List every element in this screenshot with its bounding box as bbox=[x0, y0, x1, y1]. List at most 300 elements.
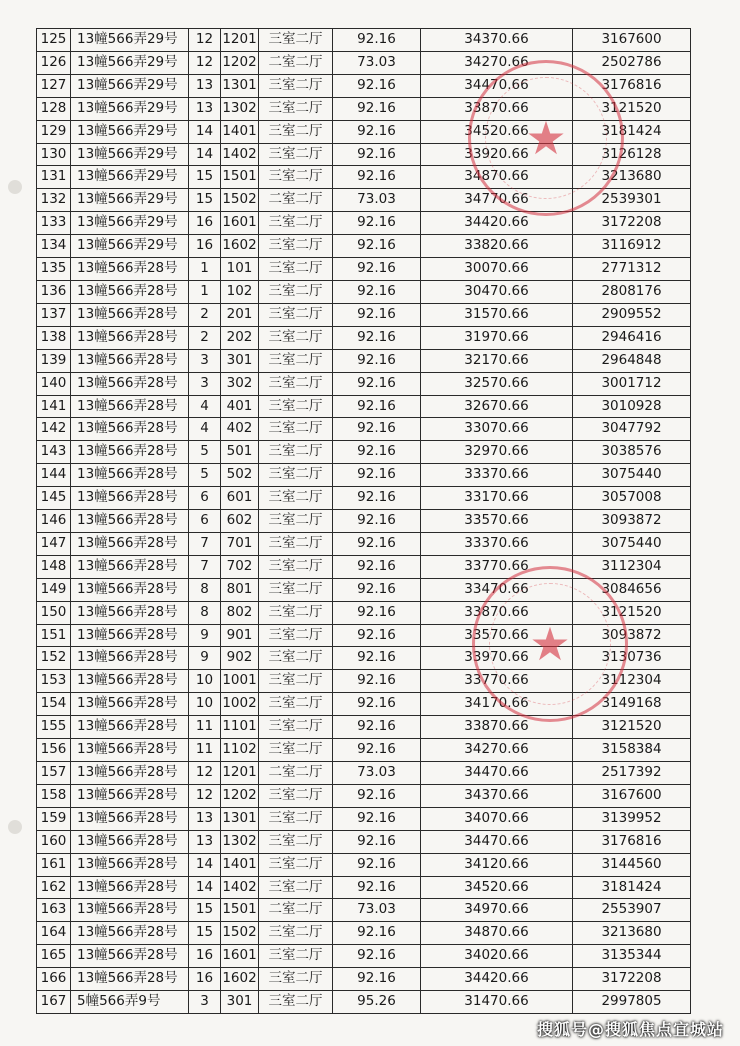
row-number-cell: 161 bbox=[37, 853, 71, 876]
building-address-cell: 13幢566弄28号 bbox=[71, 418, 189, 441]
table-row bbox=[37, 441, 691, 464]
unit-number-cell: 1401 bbox=[221, 120, 259, 143]
row-number-cell: 127 bbox=[37, 74, 71, 97]
layout-type-cell: 三室二厅 bbox=[259, 166, 333, 189]
floor-cell: 1 bbox=[189, 280, 221, 303]
building-address-cell: 13幢566弄28号 bbox=[71, 487, 189, 510]
layout-type-cell: 三室二厅 bbox=[259, 624, 333, 647]
floor-cell: 16 bbox=[189, 212, 221, 235]
unit-number-cell: 1402 bbox=[221, 876, 259, 899]
table-row bbox=[37, 51, 691, 74]
table-row bbox=[37, 464, 691, 487]
unit-number-cell: 502 bbox=[221, 464, 259, 487]
unit-price-cell: 34470.66 bbox=[421, 74, 573, 97]
total-price-cell: 3121520 bbox=[573, 716, 691, 739]
area-cell: 73.03 bbox=[333, 899, 421, 922]
layout-type-cell: 三室二厅 bbox=[259, 922, 333, 945]
row-number-cell: 129 bbox=[37, 120, 71, 143]
table-row bbox=[37, 29, 691, 52]
total-price-cell: 2808176 bbox=[573, 280, 691, 303]
unit-number-cell: 302 bbox=[221, 372, 259, 395]
area-cell: 92.16 bbox=[333, 670, 421, 693]
building-address-cell: 13幢566弄29号 bbox=[71, 97, 189, 120]
row-number-cell: 133 bbox=[37, 212, 71, 235]
layout-type-cell: 三室二厅 bbox=[259, 143, 333, 166]
unit-price-cell: 33370.66 bbox=[421, 532, 573, 555]
table-row bbox=[37, 624, 691, 647]
building-address-cell: 13幢566弄28号 bbox=[71, 441, 189, 464]
area-cell: 92.16 bbox=[333, 968, 421, 991]
layout-type-cell: 三室二厅 bbox=[259, 235, 333, 258]
building-address-cell: 13幢566弄28号 bbox=[71, 326, 189, 349]
area-cell: 92.16 bbox=[333, 922, 421, 945]
layout-type-cell: 二室二厅 bbox=[259, 189, 333, 212]
unit-price-cell: 34370.66 bbox=[421, 29, 573, 52]
table-row bbox=[37, 97, 691, 120]
building-address-cell: 5幢566弄9号 bbox=[71, 991, 189, 1014]
total-price-cell: 2964848 bbox=[573, 349, 691, 372]
total-price-cell: 3135344 bbox=[573, 945, 691, 968]
total-price-cell: 3038576 bbox=[573, 441, 691, 464]
row-number-cell: 125 bbox=[37, 29, 71, 52]
table-row bbox=[37, 510, 691, 533]
area-cell: 92.16 bbox=[333, 212, 421, 235]
layout-type-cell: 三室二厅 bbox=[259, 693, 333, 716]
row-number-cell: 153 bbox=[37, 670, 71, 693]
building-address-cell: 13幢566弄28号 bbox=[71, 693, 189, 716]
area-cell: 92.16 bbox=[333, 555, 421, 578]
table-row bbox=[37, 349, 691, 372]
area-cell: 95.26 bbox=[333, 991, 421, 1014]
building-address-cell: 13幢566弄28号 bbox=[71, 555, 189, 578]
unit-number-cell: 1402 bbox=[221, 143, 259, 166]
unit-price-cell: 34120.66 bbox=[421, 853, 573, 876]
unit-number-cell: 501 bbox=[221, 441, 259, 464]
table-row bbox=[37, 487, 691, 510]
unit-price-cell: 34420.66 bbox=[421, 212, 573, 235]
total-price-cell: 2553907 bbox=[573, 899, 691, 922]
unit-price-cell: 31970.66 bbox=[421, 326, 573, 349]
unit-price-cell: 33070.66 bbox=[421, 418, 573, 441]
area-cell: 92.16 bbox=[333, 487, 421, 510]
unit-number-cell: 1201 bbox=[221, 762, 259, 785]
building-address-cell: 13幢566弄29号 bbox=[71, 143, 189, 166]
unit-price-cell: 34270.66 bbox=[421, 51, 573, 74]
building-address-cell: 13幢566弄29号 bbox=[71, 29, 189, 52]
unit-price-cell: 33820.66 bbox=[421, 235, 573, 258]
unit-price-cell: 34270.66 bbox=[421, 739, 573, 762]
layout-type-cell: 三室二厅 bbox=[259, 716, 333, 739]
row-number-cell: 146 bbox=[37, 510, 71, 533]
row-number-cell: 162 bbox=[37, 876, 71, 899]
building-address-cell: 13幢566弄28号 bbox=[71, 601, 189, 624]
row-number-cell: 160 bbox=[37, 830, 71, 853]
unit-number-cell: 901 bbox=[221, 624, 259, 647]
table-row bbox=[37, 853, 691, 876]
unit-price-cell: 30470.66 bbox=[421, 280, 573, 303]
unit-price-cell: 32970.66 bbox=[421, 441, 573, 464]
seal-star-icon: ★ bbox=[525, 111, 567, 165]
layout-type-cell: 三室二厅 bbox=[259, 303, 333, 326]
area-cell: 92.16 bbox=[333, 624, 421, 647]
area-cell: 92.16 bbox=[333, 395, 421, 418]
total-price-cell: 3116912 bbox=[573, 235, 691, 258]
building-address-cell: 13幢566弄29号 bbox=[71, 120, 189, 143]
area-cell: 92.16 bbox=[333, 120, 421, 143]
floor-cell: 6 bbox=[189, 487, 221, 510]
layout-type-cell: 三室二厅 bbox=[259, 968, 333, 991]
floor-cell: 9 bbox=[189, 647, 221, 670]
total-price-cell: 3112304 bbox=[573, 670, 691, 693]
unit-price-cell: 33870.66 bbox=[421, 716, 573, 739]
unit-number-cell: 602 bbox=[221, 510, 259, 533]
row-number-cell: 165 bbox=[37, 945, 71, 968]
table-row bbox=[37, 739, 691, 762]
floor-cell: 3 bbox=[189, 372, 221, 395]
area-cell: 92.16 bbox=[333, 326, 421, 349]
area-cell: 92.16 bbox=[333, 29, 421, 52]
total-price-cell: 3149168 bbox=[573, 693, 691, 716]
total-price-cell: 3075440 bbox=[573, 532, 691, 555]
layout-type-cell: 三室二厅 bbox=[259, 464, 333, 487]
unit-number-cell: 1502 bbox=[221, 189, 259, 212]
unit-number-cell: 1602 bbox=[221, 968, 259, 991]
layout-type-cell: 三室二厅 bbox=[259, 991, 333, 1014]
area-cell: 92.16 bbox=[333, 601, 421, 624]
floor-cell: 3 bbox=[189, 349, 221, 372]
layout-type-cell: 三室二厅 bbox=[259, 739, 333, 762]
floor-cell: 11 bbox=[189, 739, 221, 762]
building-address-cell: 13幢566弄28号 bbox=[71, 739, 189, 762]
unit-number-cell: 902 bbox=[221, 647, 259, 670]
table-row bbox=[37, 326, 691, 349]
table-row bbox=[37, 212, 691, 235]
unit-number-cell: 1401 bbox=[221, 853, 259, 876]
building-address-cell: 13幢566弄28号 bbox=[71, 372, 189, 395]
table-row bbox=[37, 235, 691, 258]
row-number-cell: 145 bbox=[37, 487, 71, 510]
area-cell: 92.16 bbox=[333, 647, 421, 670]
total-price-cell: 3176816 bbox=[573, 74, 691, 97]
unit-price-cell: 34170.66 bbox=[421, 693, 573, 716]
table-row bbox=[37, 670, 691, 693]
unit-number-cell: 802 bbox=[221, 601, 259, 624]
row-number-cell: 155 bbox=[37, 716, 71, 739]
row-number-cell: 156 bbox=[37, 739, 71, 762]
total-price-cell: 3213680 bbox=[573, 166, 691, 189]
floor-cell: 14 bbox=[189, 143, 221, 166]
area-cell: 92.16 bbox=[333, 784, 421, 807]
layout-type-cell: 三室二厅 bbox=[259, 807, 333, 830]
floor-cell: 5 bbox=[189, 464, 221, 487]
table-row bbox=[37, 303, 691, 326]
layout-type-cell: 三室二厅 bbox=[259, 120, 333, 143]
unit-number-cell: 1601 bbox=[221, 212, 259, 235]
row-number-cell: 151 bbox=[37, 624, 71, 647]
floor-cell: 7 bbox=[189, 532, 221, 555]
row-number-cell: 159 bbox=[37, 807, 71, 830]
table-row bbox=[37, 807, 691, 830]
table-row bbox=[37, 830, 691, 853]
floor-cell: 7 bbox=[189, 555, 221, 578]
table-row bbox=[37, 922, 691, 945]
total-price-cell: 2771312 bbox=[573, 258, 691, 281]
unit-price-cell: 34520.66 bbox=[421, 876, 573, 899]
layout-type-cell: 三室二厅 bbox=[259, 212, 333, 235]
row-number-cell: 147 bbox=[37, 532, 71, 555]
unit-price-cell: 32170.66 bbox=[421, 349, 573, 372]
floor-cell: 14 bbox=[189, 853, 221, 876]
area-cell: 92.16 bbox=[333, 532, 421, 555]
unit-number-cell: 701 bbox=[221, 532, 259, 555]
row-number-cell: 137 bbox=[37, 303, 71, 326]
total-price-cell: 3167600 bbox=[573, 784, 691, 807]
layout-type-cell: 三室二厅 bbox=[259, 876, 333, 899]
layout-type-cell: 三室二厅 bbox=[259, 372, 333, 395]
unit-price-cell: 31470.66 bbox=[421, 991, 573, 1014]
layout-type-cell: 二室二厅 bbox=[259, 762, 333, 785]
floor-cell: 13 bbox=[189, 830, 221, 853]
total-price-cell: 3121520 bbox=[573, 97, 691, 120]
unit-number-cell: 1602 bbox=[221, 235, 259, 258]
total-price-cell: 3121520 bbox=[573, 601, 691, 624]
table-row bbox=[37, 395, 691, 418]
unit-number-cell: 1101 bbox=[221, 716, 259, 739]
unit-price-cell: 32570.66 bbox=[421, 372, 573, 395]
floor-cell: 16 bbox=[189, 945, 221, 968]
floor-cell: 13 bbox=[189, 74, 221, 97]
floor-cell: 8 bbox=[189, 601, 221, 624]
unit-price-cell: 34420.66 bbox=[421, 968, 573, 991]
total-price-cell: 3172208 bbox=[573, 968, 691, 991]
layout-type-cell: 三室二厅 bbox=[259, 510, 333, 533]
total-price-cell: 3213680 bbox=[573, 922, 691, 945]
building-address-cell: 13幢566弄28号 bbox=[71, 349, 189, 372]
unit-price-cell: 33470.66 bbox=[421, 578, 573, 601]
row-number-cell: 142 bbox=[37, 418, 71, 441]
area-cell: 92.16 bbox=[333, 74, 421, 97]
total-price-cell: 3126128 bbox=[573, 143, 691, 166]
floor-cell: 12 bbox=[189, 29, 221, 52]
building-address-cell: 13幢566弄28号 bbox=[71, 510, 189, 533]
building-address-cell: 13幢566弄28号 bbox=[71, 258, 189, 281]
total-price-cell: 3176816 bbox=[573, 830, 691, 853]
unit-number-cell: 202 bbox=[221, 326, 259, 349]
area-cell: 92.16 bbox=[333, 235, 421, 258]
floor-cell: 2 bbox=[189, 326, 221, 349]
table-row bbox=[37, 647, 691, 670]
total-price-cell: 3181424 bbox=[573, 120, 691, 143]
layout-type-cell: 三室二厅 bbox=[259, 784, 333, 807]
area-cell: 92.16 bbox=[333, 945, 421, 968]
table-row bbox=[37, 189, 691, 212]
area-cell: 92.16 bbox=[333, 464, 421, 487]
scan-punch-hole bbox=[8, 180, 22, 194]
building-address-cell: 13幢566弄28号 bbox=[71, 532, 189, 555]
row-number-cell: 152 bbox=[37, 647, 71, 670]
unit-price-cell: 31570.66 bbox=[421, 303, 573, 326]
layout-type-cell: 三室二厅 bbox=[259, 395, 333, 418]
unit-price-cell: 34870.66 bbox=[421, 922, 573, 945]
area-cell: 92.16 bbox=[333, 303, 421, 326]
total-price-cell: 3112304 bbox=[573, 555, 691, 578]
floor-cell: 11 bbox=[189, 716, 221, 739]
unit-number-cell: 301 bbox=[221, 349, 259, 372]
building-address-cell: 13幢566弄28号 bbox=[71, 853, 189, 876]
floor-cell: 16 bbox=[189, 235, 221, 258]
area-cell: 92.16 bbox=[333, 693, 421, 716]
unit-price-cell: 32670.66 bbox=[421, 395, 573, 418]
table-row bbox=[37, 280, 691, 303]
floor-cell: 14 bbox=[189, 120, 221, 143]
unit-number-cell: 1201 bbox=[221, 29, 259, 52]
total-price-cell: 2517392 bbox=[573, 762, 691, 785]
floor-cell: 15 bbox=[189, 189, 221, 212]
row-number-cell: 163 bbox=[37, 899, 71, 922]
row-number-cell: 138 bbox=[37, 326, 71, 349]
area-cell: 73.03 bbox=[333, 51, 421, 74]
price-list-table bbox=[36, 28, 691, 1014]
unit-number-cell: 1302 bbox=[221, 830, 259, 853]
row-number-cell: 128 bbox=[37, 97, 71, 120]
unit-number-cell: 1002 bbox=[221, 693, 259, 716]
total-price-cell: 3144560 bbox=[573, 853, 691, 876]
layout-type-cell: 三室二厅 bbox=[259, 97, 333, 120]
row-number-cell: 132 bbox=[37, 189, 71, 212]
unit-price-cell: 33370.66 bbox=[421, 464, 573, 487]
unit-price-cell: 33570.66 bbox=[421, 510, 573, 533]
row-number-cell: 134 bbox=[37, 235, 71, 258]
unit-price-cell: 33170.66 bbox=[421, 487, 573, 510]
table-row bbox=[37, 601, 691, 624]
unit-price-cell: 34870.66 bbox=[421, 166, 573, 189]
building-address-cell: 13幢566弄28号 bbox=[71, 899, 189, 922]
row-number-cell: 150 bbox=[37, 601, 71, 624]
table-row bbox=[37, 532, 691, 555]
watermark-text: 搜狐号@搜狐焦点宜城站 bbox=[536, 1020, 724, 1039]
unit-price-cell: 34020.66 bbox=[421, 945, 573, 968]
area-cell: 92.16 bbox=[333, 876, 421, 899]
area-cell: 92.16 bbox=[333, 830, 421, 853]
floor-cell: 13 bbox=[189, 97, 221, 120]
unit-number-cell: 201 bbox=[221, 303, 259, 326]
floor-cell: 13 bbox=[189, 807, 221, 830]
building-address-cell: 13幢566弄29号 bbox=[71, 166, 189, 189]
row-number-cell: 164 bbox=[37, 922, 71, 945]
building-address-cell: 13幢566弄28号 bbox=[71, 624, 189, 647]
building-address-cell: 13幢566弄28号 bbox=[71, 578, 189, 601]
area-cell: 73.03 bbox=[333, 762, 421, 785]
table-row bbox=[37, 143, 691, 166]
layout-type-cell: 三室二厅 bbox=[259, 487, 333, 510]
unit-number-cell: 1501 bbox=[221, 899, 259, 922]
total-price-cell: 3075440 bbox=[573, 464, 691, 487]
unit-number-cell: 1001 bbox=[221, 670, 259, 693]
table-body bbox=[37, 29, 691, 1014]
unit-number-cell: 1302 bbox=[221, 97, 259, 120]
floor-cell: 6 bbox=[189, 510, 221, 533]
layout-type-cell: 三室二厅 bbox=[259, 945, 333, 968]
floor-cell: 9 bbox=[189, 624, 221, 647]
table-row bbox=[37, 418, 691, 441]
building-address-cell: 13幢566弄28号 bbox=[71, 922, 189, 945]
floor-cell: 12 bbox=[189, 51, 221, 74]
floor-cell: 5 bbox=[189, 441, 221, 464]
area-cell: 92.16 bbox=[333, 807, 421, 830]
total-price-cell: 2997805 bbox=[573, 991, 691, 1014]
row-number-cell: 140 bbox=[37, 372, 71, 395]
total-price-cell: 3010928 bbox=[573, 395, 691, 418]
row-number-cell: 141 bbox=[37, 395, 71, 418]
row-number-cell: 144 bbox=[37, 464, 71, 487]
total-price-cell: 3093872 bbox=[573, 510, 691, 533]
total-price-cell: 2539301 bbox=[573, 189, 691, 212]
layout-type-cell: 三室二厅 bbox=[259, 578, 333, 601]
layout-type-cell: 三室二厅 bbox=[259, 555, 333, 578]
scan-punch-hole bbox=[8, 820, 22, 834]
building-address-cell: 13幢566弄28号 bbox=[71, 876, 189, 899]
unit-number-cell: 801 bbox=[221, 578, 259, 601]
floor-cell: 12 bbox=[189, 784, 221, 807]
table-row bbox=[37, 945, 691, 968]
layout-type-cell: 三室二厅 bbox=[259, 74, 333, 97]
row-number-cell: 130 bbox=[37, 143, 71, 166]
total-price-cell: 3181424 bbox=[573, 876, 691, 899]
row-number-cell: 166 bbox=[37, 968, 71, 991]
unit-number-cell: 601 bbox=[221, 487, 259, 510]
layout-type-cell: 三室二厅 bbox=[259, 532, 333, 555]
total-price-cell: 3130736 bbox=[573, 647, 691, 670]
total-price-cell: 3158384 bbox=[573, 739, 691, 762]
building-address-cell: 13幢566弄29号 bbox=[71, 74, 189, 97]
floor-cell: 16 bbox=[189, 968, 221, 991]
table-row bbox=[37, 258, 691, 281]
building-address-cell: 13幢566弄28号 bbox=[71, 670, 189, 693]
building-address-cell: 13幢566弄29号 bbox=[71, 212, 189, 235]
floor-cell: 8 bbox=[189, 578, 221, 601]
table-row bbox=[37, 74, 691, 97]
row-number-cell: 131 bbox=[37, 166, 71, 189]
unit-price-cell: 33570.66 bbox=[421, 624, 573, 647]
table-row bbox=[37, 968, 691, 991]
floor-cell: 10 bbox=[189, 670, 221, 693]
total-price-cell: 3139952 bbox=[573, 807, 691, 830]
layout-type-cell: 三室二厅 bbox=[259, 418, 333, 441]
area-cell: 92.16 bbox=[333, 853, 421, 876]
area-cell: 92.16 bbox=[333, 280, 421, 303]
unit-number-cell: 1501 bbox=[221, 166, 259, 189]
row-number-cell: 167 bbox=[37, 991, 71, 1014]
seal-star-icon: ★ bbox=[529, 617, 571, 671]
area-cell: 92.16 bbox=[333, 716, 421, 739]
floor-cell: 10 bbox=[189, 693, 221, 716]
total-price-cell: 2946416 bbox=[573, 326, 691, 349]
unit-number-cell: 402 bbox=[221, 418, 259, 441]
table-row bbox=[37, 716, 691, 739]
building-address-cell: 13幢566弄28号 bbox=[71, 280, 189, 303]
layout-type-cell: 三室二厅 bbox=[259, 29, 333, 52]
layout-type-cell: 三室二厅 bbox=[259, 349, 333, 372]
row-number-cell: 154 bbox=[37, 693, 71, 716]
unit-number-cell: 1102 bbox=[221, 739, 259, 762]
table-row bbox=[37, 578, 691, 601]
table-row bbox=[37, 555, 691, 578]
building-address-cell: 13幢566弄28号 bbox=[71, 395, 189, 418]
building-address-cell: 13幢566弄28号 bbox=[71, 968, 189, 991]
building-address-cell: 13幢566弄28号 bbox=[71, 807, 189, 830]
table-row bbox=[37, 166, 691, 189]
table-row bbox=[37, 991, 691, 1014]
